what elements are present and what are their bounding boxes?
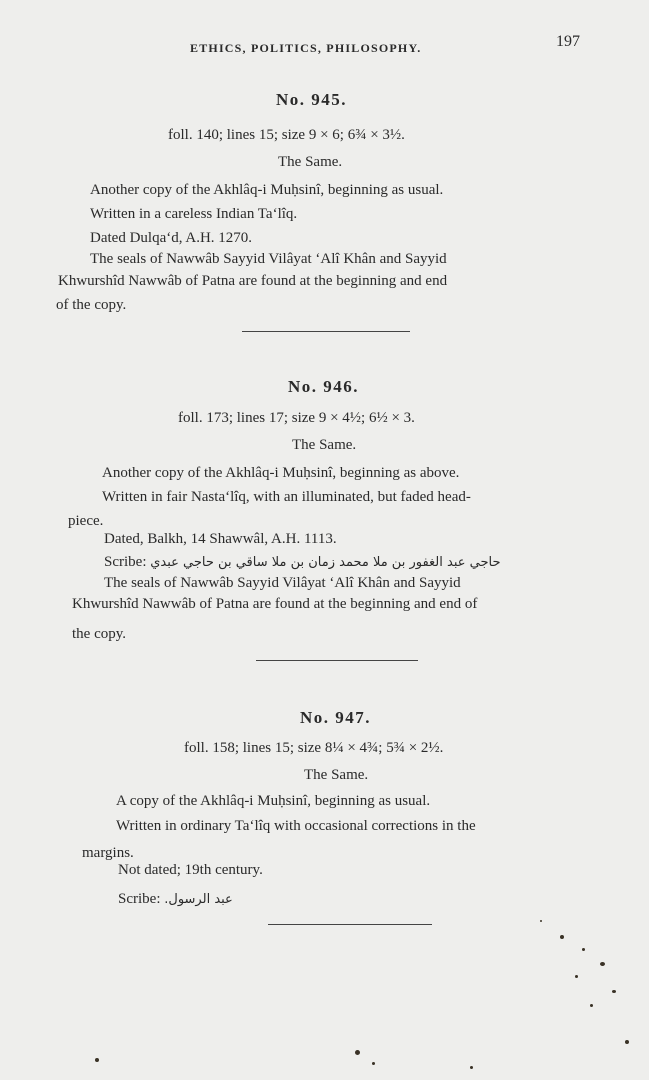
entry-number-946: No. 946. xyxy=(288,377,360,396)
entry-line-945-1: Another copy of the Akhlâq-i Muḥsinî, beginning as usual. xyxy=(90,182,444,198)
entry-line-947-3: margins. xyxy=(82,845,134,861)
entry-details-946: foll. 173; lines 17; size 9 × 4½; 6½ × 3. xyxy=(178,410,415,426)
entry-scribe-946 xyxy=(104,554,501,571)
entry-line-946-8: the copy. xyxy=(72,626,127,642)
entry-line-947-2: Written in ordinary Ta‘lîq with occasional corrections in the xyxy=(116,818,476,834)
entry-number-947: No. 947. xyxy=(300,708,372,727)
section-divider-2 xyxy=(256,660,418,661)
scribe-arabic-name: عبد الرسول. xyxy=(164,892,233,907)
entry-line-946-3: piece. xyxy=(68,513,104,529)
entry-line-946-1: Another copy of the Akhlâq-i Muḥsinî, beginning as above. xyxy=(102,465,460,481)
entry-line-945-4: The seals of Nawwâb Sayyid Vilâyat ‘Alî Khân and Sayyid xyxy=(90,251,447,267)
entry-line-946-4: Dated, Balkh, 14 Shawwâl, A.H. 1113. xyxy=(104,531,337,547)
entry-details-945: foll. 140; lines 15; size 9 × 6; 6¾ × 3½. xyxy=(168,127,405,143)
entry-line-947-1: A copy of the Akhlâq-i Muḥsinî, beginning as usual. xyxy=(116,793,431,809)
entry-line-945-6: of the copy. xyxy=(56,297,127,313)
scribe-arabic-name: حاجي عبد الغفور بن ملا محمد زمان بن ملا ساقي بن حاجي عبدي xyxy=(150,555,501,570)
scribe-label: Scribe: xyxy=(104,554,147,570)
entry-title-945: The Same. xyxy=(278,154,343,170)
section-divider-3 xyxy=(268,924,432,925)
section-divider-1 xyxy=(242,331,410,332)
entry-line-947-4: Not dated; 19th century. xyxy=(118,862,263,878)
entry-scribe-947 xyxy=(118,891,233,908)
entry-details-947: foll. 158; lines 15; size 8¼ × 4¾; 5¾ × 2½. xyxy=(184,740,444,756)
entry-title-947: The Same. xyxy=(304,767,369,783)
entry-line-945-2: Written in a careless Indian Ta‘lîq. xyxy=(90,206,298,222)
entry-line-946-6: The seals of Nawwâb Sayyid Vilâyat ‘Alî Khân and Sayyid xyxy=(104,575,461,591)
scribe-label: Scribe: xyxy=(118,891,161,907)
page-number: 197 xyxy=(556,33,580,50)
entry-line-946-7: Khwurshîd Nawwâb of Patna are found at the beginning and end of xyxy=(72,596,478,612)
entry-line-945-5: Khwurshîd Nawwâb of Patna are found at the beginning and end xyxy=(58,273,448,289)
running-title: ETHICS, POLITICS, PHILOSOPHY. xyxy=(190,41,422,55)
entry-line-946-2: Written in fair Nasta‘lîq, with an illuminated, but faded head- xyxy=(102,489,471,505)
entry-number-945: No. 945. xyxy=(276,90,348,109)
entry-title-946: The Same. xyxy=(292,437,357,453)
entry-line-945-3: Dated Dulqa‘d, A.H. 1270. xyxy=(90,230,253,246)
